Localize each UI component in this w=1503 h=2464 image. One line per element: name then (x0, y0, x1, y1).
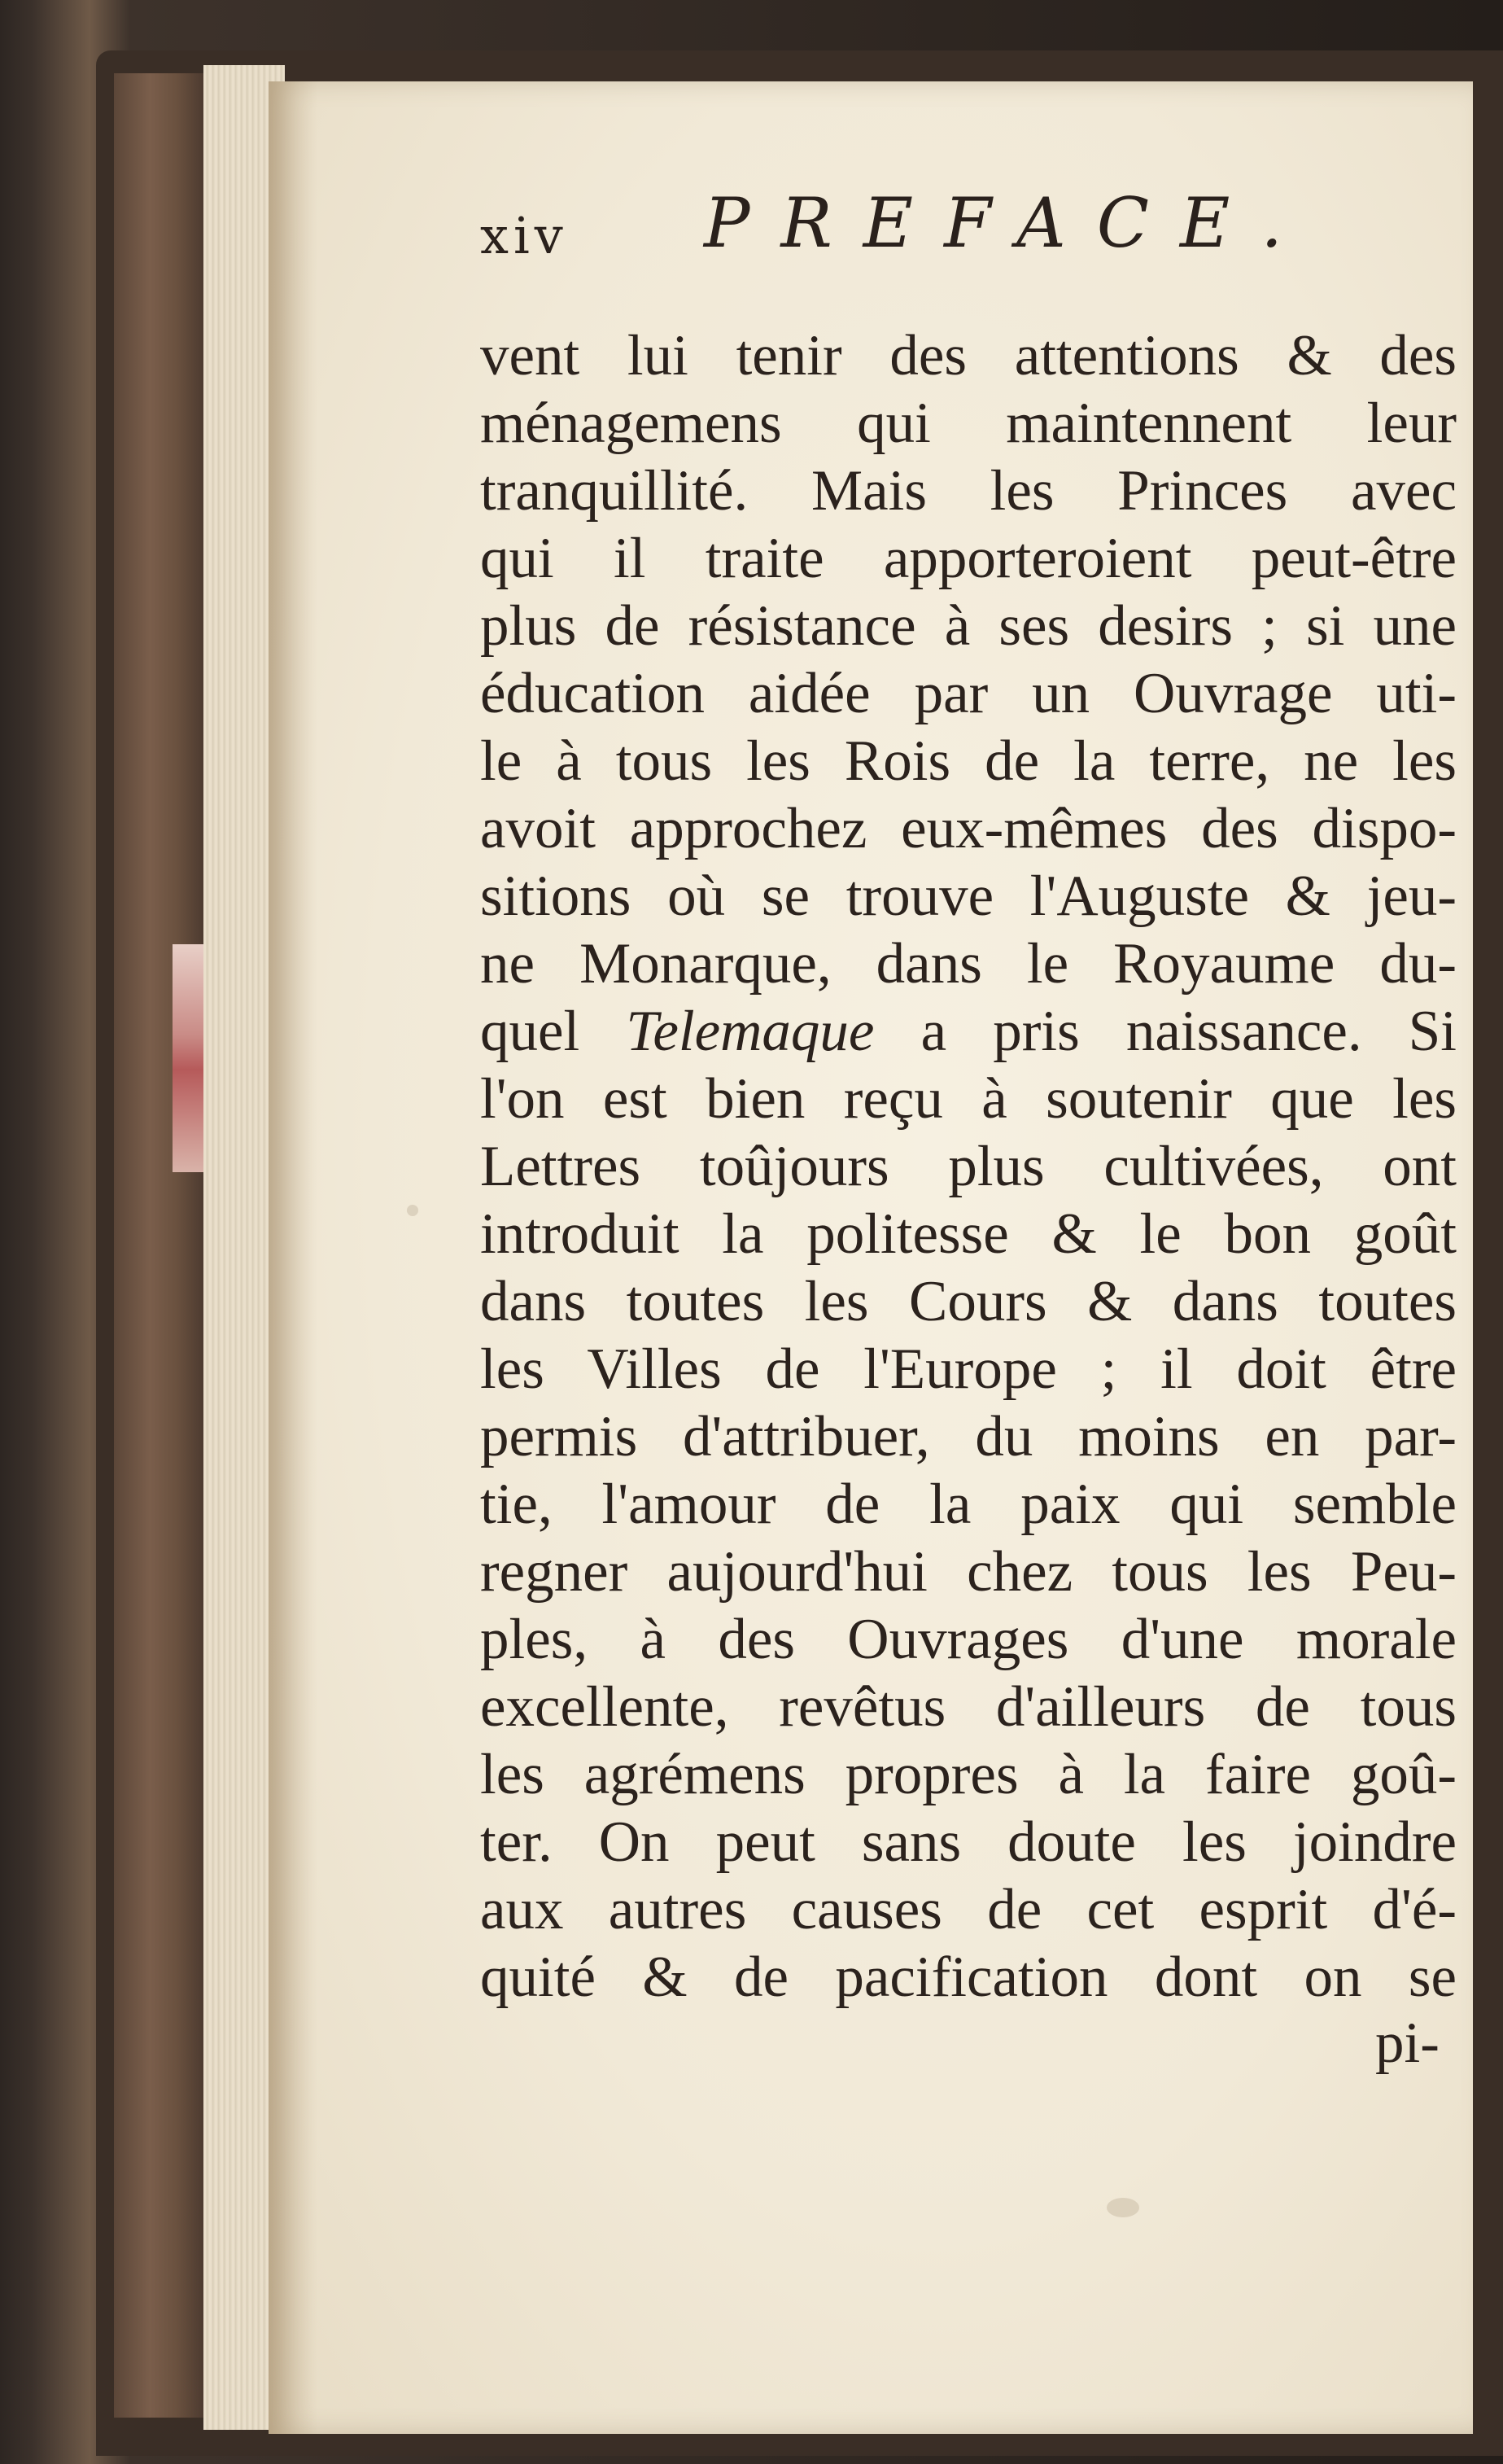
text-line: regner aujourd'hui chez tous les Peu- (480, 1540, 1457, 1604)
text-line: le à tous les Rois de la terre, ne les (480, 729, 1457, 793)
catchword: pi- (1375, 2011, 1440, 2075)
text-line: ménagemens qui maintennent leur (480, 392, 1457, 455)
page-number: xiv (480, 206, 568, 265)
text-line: tranquillité. Mais les Princes avec (480, 459, 1457, 523)
text-fragment: quel (480, 1000, 580, 1063)
text-line: tie, l'amour de la paix qui semble (480, 1473, 1457, 1536)
text-line: ter. On peut sans doute les joindre (480, 1810, 1457, 1874)
text-line: aux autres causes de cet esprit d'é- (480, 1878, 1457, 1941)
running-head (480, 183, 1457, 273)
text-line: excellente, revêtus d'ailleurs de tous (480, 1675, 1457, 1739)
text-line: qui il traite apporteroient peut-être (480, 527, 1457, 590)
gutter-shadow (269, 81, 317, 2434)
text-line: dans toutes les Cours & dans toutes (480, 1270, 1457, 1333)
text-line: sitions où se trouve l'Auguste & jeu- (480, 864, 1457, 928)
paper-stain (1107, 2198, 1139, 2217)
text-line: plus de résistance à ses desirs ; si une (480, 594, 1457, 658)
text-line: vent lui tenir des attentions & des (480, 324, 1457, 387)
text-line: les Villes de l'Europe ; il doit être (480, 1337, 1457, 1401)
italic-title-telemaque: Telemaque (626, 1000, 875, 1063)
body-text (480, 322, 1457, 2011)
paper-speck (407, 1205, 418, 1216)
text-line: quité & de pacification dont on se (480, 1945, 1457, 2009)
text-line: éducation aidée par un Ouvrage uti- (480, 662, 1457, 725)
text-line: ples, à des Ouvrages d'une morale (480, 1608, 1457, 1671)
text-line: les agrémens propres à la faire goû- (480, 1743, 1457, 1806)
text-line-with-italic (480, 998, 1457, 1066)
text-fragment: a pris naissance. Si (920, 1000, 1457, 1063)
leather-binding-edge (114, 73, 203, 2418)
text-line: avoit approchez eux-mêmes des dispo- (480, 797, 1457, 860)
text-line: ne Monarque, dans le Royaume du- (480, 932, 1457, 996)
text-line: introduit la politesse & le bon goût (480, 1202, 1457, 1266)
text-line: l'on est bien reçu à soutenir que les (480, 1067, 1457, 1131)
text-line: permis d'attribuer, du moins en par- (480, 1405, 1457, 1468)
running-head-title: PREFACE. (704, 183, 1314, 263)
text-line: Lettres toûjours plus cultivées, ont (480, 1135, 1457, 1198)
